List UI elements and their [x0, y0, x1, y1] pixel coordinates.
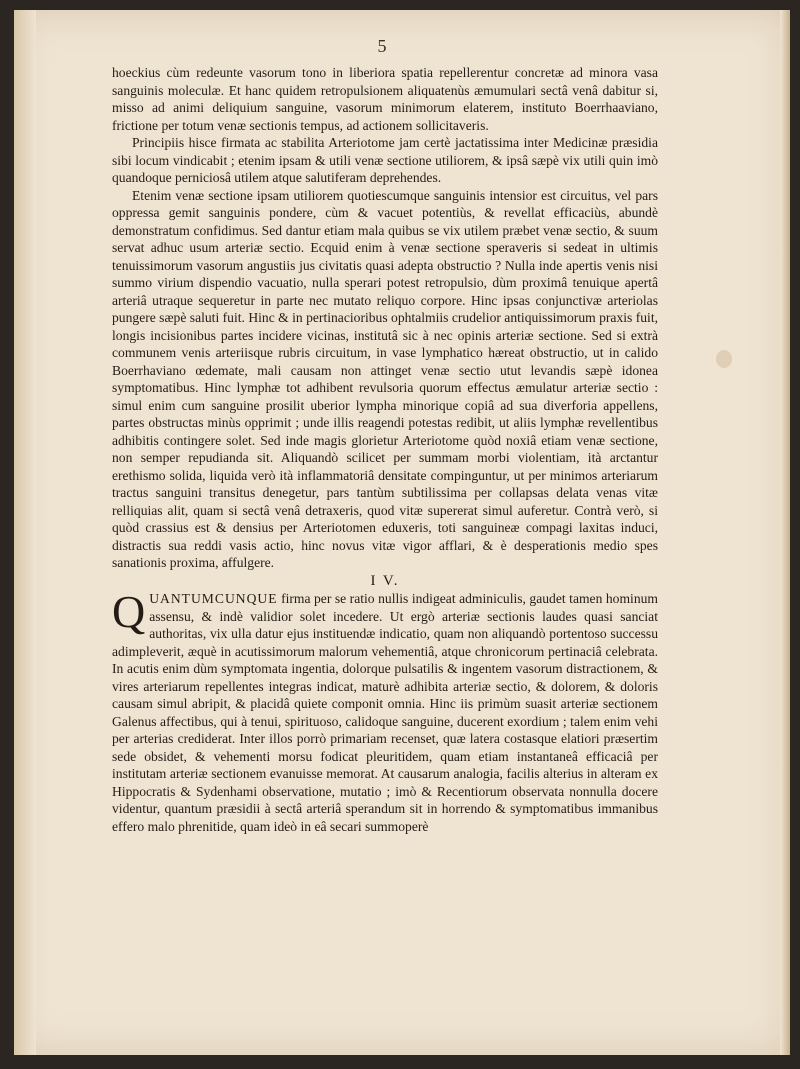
paragraph: Principiis hisce firmata ac stabilita Arteriotome jam certè jactatissima inter Medicinæ præsidia sibi locum vindicabit ; etenim ipsam & utili venæ sectione utiliorem, & ipsâ sæpè vix utili quin imò quandoque perniciosâ utilem atque salutiferam deprehendes. — [112, 135, 658, 185]
section-heading: I V. — [370, 572, 400, 589]
page-gutter — [14, 10, 36, 1055]
paragraph: Etenim venæ sectione ipsam utiliorem quotiescumque sanguinis intensior est circuitus, vel pars oppressa gemit sanguinis pondere, cùm & vacuet potentiùs, & revellat efficaciùs, abundè demonstratum confidimus. Sed dantur etiam mala quibus se vix utilem præbet venæ sectio, & suum servat adhuc usum arteriæ sectio. Ecquid enim à venæ sectione speraveris si sedeat in ultimis tenuissimorum vasorum angustiis jus civitatis quasi adepta obstructio ? Nulla inde apertis venis nisi summo virium dispendio vacuatio, nulla sperari potest retropulsio, dùm proximâ tenuique apertâ arteriâ utraque sequeretur in parte nec mutato reliquo corpore. Hinc ipsas conjunctivæ arteriolas pungere sæpè saluti fuit. Hinc & in pertinacioribus ophtalmiis crudelior antiquissimorum praxis fuit, longis incisionibus partes incidere vicinas, institutâ sic à nec opinis arteriæ sectione. Sed si extrà communem venis arteriisque rubris circuitum, in vase lymphatico hæreat obstructio, ut in calido Boerrhaviano œdemate, mali causam non attinget venæ sectio utut levandis sæpè idonea symptomatibus. Hinc lymphæ tot adhibent revulsoria quorum effectus æmulatur arteriæ sectio : simul enim cum sanguine prosilit uberior lympha minorique copiâ ad sua diverforia appellens, partes obstructas minùs opprimit ; unde illis reagendi potestas redibit, ut aliis lymphæ revellentibus adhibitis contingere solet. Sed inde magis glorietur Arteriotome quòd noxiâ etiam venæ sectione, non semper repudianda sit. Aliquandò scilicet per summam morbi violentiam, ità arctantur erethismo solida, liquida verò ità inflammatoriâ densitate compinguntur, ut per minimos arteriarum tractus sanguini transitus denegetur, pars tantùm subtilissima per collapsas delata venas vitæ relliquias alit, quam si sectâ venâ detraxeris, quod vitæ supererat simul auferetur. Contrà verò, si quòd crassius est & densius per Arteriotomen eduxeris, toti sanguineæ compagi laxitas induci, distractis sua reddi vasis actio, hinc novus vitæ vigor afflari, & è desperationis medio spes sanationis proxima, affulgere. — [112, 187, 658, 570]
dropcap-word-rest: UANTUMCUNQUE — [149, 591, 278, 606]
paper-stain — [716, 350, 732, 368]
dropcap-letter: Q — [112, 586, 146, 637]
paragraph-body: firma per se ratio nullis indigeat adminiculis, gaudet tamen hominum assensu, & indè validior solet incedere. Ut ergò arteriæ sectionis laudes quasi sanciat authoritas, vix ulla datur ejus instituendæ indicatio, quam non aliquandò portentoso successu adimpleverit, æquè in acutissimorum malorum vehementiâ, atque chronicorum pertinaciâ celebrata. In acutis enim dùm symptomata ingentia, dolorque pulsatilis & ingentem vasorum distractionem, & vires arteriarum repellentes integras indicat, maturè adhibita arteriæ sectio, & dolorem, & doloris causam simul abripit, & placidâ quiete componit omnia. Hinc iis primùm suasit arteriæ sectionem Galenus affectibus, qui à tenui, spirituoso, calidoque sanguine, ducerent exordium ; talem enim vehi per arterias crediderat. Inter illos porrò primariam recenset, quæ latera costasque elatiori præsertim sede obsidet, & vehementi morsu fodicat pleuritidem, quam etiam instantaneâ efficaciâ per institutam arteriæ sectionem evanuisse memorat. At causarum analogia, facilis alterius in alteram ex Hippocratis & Sydenhami observatione, mutatio ; imò & Recentiorum observata nonnulla docere videntur, quantum præsidii à sectâ arteriâ sperandum sit in horrendo & symptomatibus immanibus effero malo phrenitide, quam ideò in eâ secari summoperè — [112, 591, 658, 834]
page-number: 5 — [377, 36, 387, 56]
body-text — [112, 64, 658, 835]
page-edge — [780, 10, 790, 1055]
paragraph: hoeckius cùm redeunte vasorum tono in liberiora spatia repellerentur concretæ ad minora vasa sanguinis moleculæ. Et hanc quidem retropulsionem aliquatenùs æmumulari sectâ venâ dabitur si, misso ad animi deliquium sanguine, vasorum minimorum elaterem, instituto Boerrhaaviano, frictione per totum venæ sectionis tempus, ad actionem sollicitaveris. — [112, 65, 658, 133]
paragraph-with-dropcap — [112, 586, 658, 835]
